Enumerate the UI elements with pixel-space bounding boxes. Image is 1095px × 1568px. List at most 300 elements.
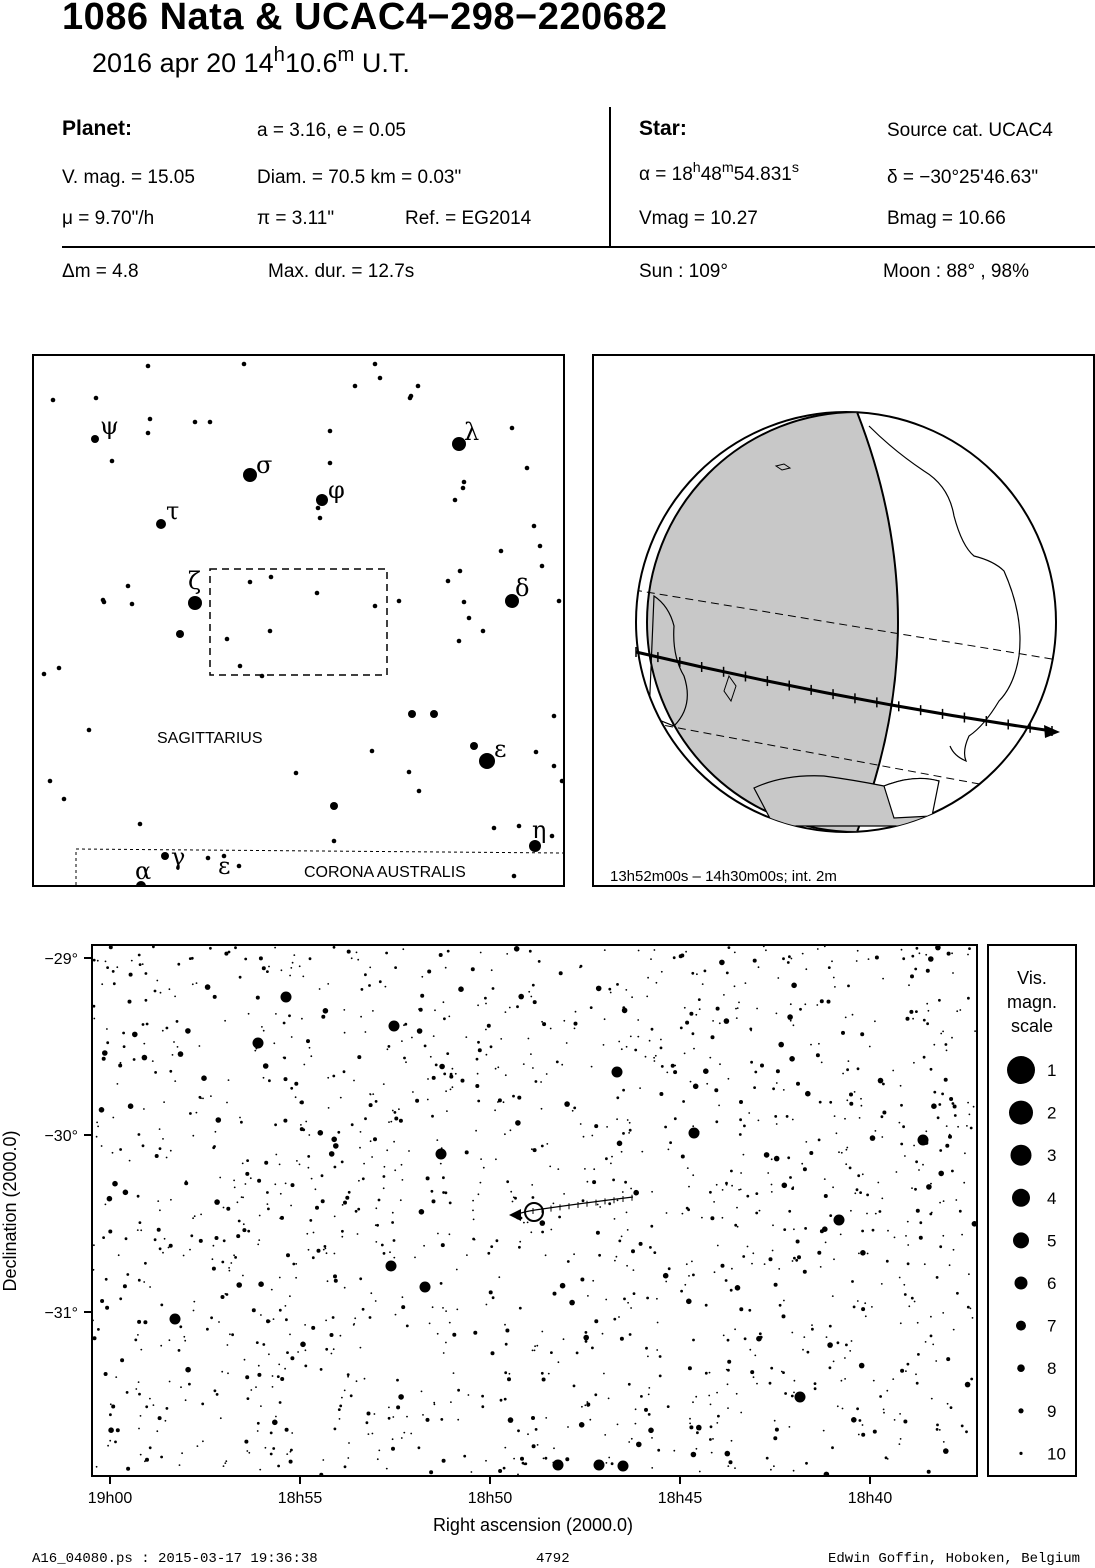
field-star xyxy=(924,1263,926,1265)
field-star xyxy=(281,969,283,971)
field-star xyxy=(383,1175,386,1178)
field-star xyxy=(622,1191,624,1193)
field-star xyxy=(659,1355,662,1358)
field-star xyxy=(791,1332,793,1334)
field-star xyxy=(333,1274,337,1278)
field-star xyxy=(947,1403,949,1405)
field-star xyxy=(149,1446,152,1449)
field-star xyxy=(427,970,431,974)
field-star xyxy=(306,1233,308,1235)
field-star xyxy=(859,1191,862,1194)
field-star xyxy=(836,1132,838,1134)
finder-star xyxy=(148,417,153,422)
field-star xyxy=(731,1440,733,1442)
field-star xyxy=(392,1416,394,1418)
field-star xyxy=(953,1105,957,1109)
field-star xyxy=(145,972,148,975)
field-star xyxy=(273,1042,275,1044)
finder-star xyxy=(552,764,557,769)
field-star xyxy=(106,1041,109,1044)
field-star xyxy=(883,1412,885,1414)
field-star xyxy=(628,1441,630,1443)
field-star xyxy=(288,1014,291,1017)
field-star xyxy=(937,1116,940,1119)
field-star xyxy=(630,1307,632,1309)
field-star xyxy=(933,1091,936,1094)
field-star xyxy=(964,1152,966,1154)
field-star xyxy=(789,1056,795,1062)
field-star xyxy=(309,1219,312,1222)
field-star xyxy=(545,1457,548,1460)
field-star xyxy=(178,1051,184,1057)
field-star xyxy=(360,1347,362,1349)
field-star xyxy=(633,1269,635,1271)
field-star xyxy=(764,1152,770,1158)
field-star xyxy=(439,1064,445,1070)
field-star-bright xyxy=(918,1135,929,1146)
field-star xyxy=(441,1243,445,1247)
field-star xyxy=(618,1240,621,1243)
field-star xyxy=(970,1308,972,1310)
field-star xyxy=(673,956,676,959)
field-star xyxy=(347,1376,349,1378)
field-star xyxy=(563,1193,565,1195)
field-star xyxy=(530,1053,532,1055)
field-star xyxy=(899,1122,901,1124)
field-star xyxy=(883,1409,885,1411)
field-star xyxy=(220,1417,222,1419)
field-star xyxy=(497,1101,499,1103)
ytick-label: −29° xyxy=(44,951,78,968)
field-star xyxy=(158,1416,162,1420)
field-star xyxy=(176,1020,179,1023)
field-star xyxy=(357,1208,360,1211)
field-star xyxy=(227,1372,229,1374)
field-star xyxy=(869,1046,871,1048)
field-star xyxy=(541,1108,543,1110)
field-star xyxy=(550,1229,552,1231)
field-star xyxy=(904,1293,907,1296)
field-star xyxy=(334,1166,337,1169)
field-star xyxy=(910,974,914,978)
field-star xyxy=(347,1373,350,1376)
field-star xyxy=(603,1373,605,1375)
field-star xyxy=(344,1390,346,1392)
field-star xyxy=(613,1318,616,1321)
field-star xyxy=(972,1221,976,1227)
field-star xyxy=(608,1398,610,1400)
field-star xyxy=(213,1245,215,1247)
field-star xyxy=(713,1201,715,1203)
field-star xyxy=(465,1036,467,1038)
field-star xyxy=(354,1317,356,1319)
field-star xyxy=(837,1341,840,1344)
field-star xyxy=(185,1399,187,1401)
finder-star xyxy=(492,826,497,831)
field-star xyxy=(561,1064,563,1066)
field-star xyxy=(305,1121,307,1123)
field-star xyxy=(159,1247,162,1250)
field-star xyxy=(159,1209,161,1211)
field-star xyxy=(771,1158,773,1160)
field-star xyxy=(706,1083,708,1085)
field-star xyxy=(684,1053,686,1055)
field-star xyxy=(327,1280,329,1282)
field-star xyxy=(504,1324,506,1326)
field-star xyxy=(165,1420,167,1422)
field-star xyxy=(867,1253,869,1255)
field-star xyxy=(369,1103,373,1107)
field-star xyxy=(137,1334,139,1336)
field-star xyxy=(553,1203,555,1205)
legend-magnitude-label: 7 xyxy=(1047,1316,1057,1336)
field-star xyxy=(541,1145,544,1148)
field-star xyxy=(803,1167,807,1171)
field-star xyxy=(911,955,914,958)
legend-magnitude-label: 8 xyxy=(1047,1359,1057,1379)
field-star xyxy=(666,1212,668,1214)
field-star xyxy=(657,1449,660,1452)
field-star xyxy=(840,1234,842,1236)
legend-magnitude-label: 10 xyxy=(1047,1444,1066,1464)
field-star xyxy=(170,1150,172,1152)
field-star xyxy=(304,1324,306,1326)
field-star xyxy=(953,1249,955,1251)
legend-magnitude-dot xyxy=(1012,1189,1030,1207)
field-star xyxy=(509,1007,511,1009)
finder-star xyxy=(188,596,202,610)
field-star xyxy=(286,1351,289,1354)
field-star xyxy=(271,1289,273,1291)
field-star xyxy=(622,1089,625,1092)
asteroid-track xyxy=(518,1197,633,1214)
finder-star xyxy=(458,569,463,574)
field-star xyxy=(372,1433,374,1435)
field-star xyxy=(818,1139,821,1142)
field-star xyxy=(505,1329,509,1333)
field-star xyxy=(805,1462,808,1465)
field-star xyxy=(385,986,387,988)
field-star xyxy=(754,1355,756,1357)
field-star xyxy=(746,1195,749,1198)
field-star xyxy=(160,1456,163,1459)
field-star xyxy=(120,1062,122,1064)
field-star xyxy=(142,963,144,965)
field-star xyxy=(881,1283,883,1285)
field-star xyxy=(368,984,371,987)
field-star xyxy=(657,1322,659,1324)
field-star xyxy=(221,1371,223,1373)
field-star xyxy=(727,1383,729,1385)
field-star xyxy=(106,966,109,969)
field-star xyxy=(590,1006,593,1009)
field-star xyxy=(443,1017,446,1020)
field-star xyxy=(859,1117,861,1119)
field-star xyxy=(949,1097,953,1101)
field-star xyxy=(881,1136,883,1138)
field-star xyxy=(618,1041,620,1043)
xtick-label: 19h00 xyxy=(87,1490,133,1507)
field-star xyxy=(396,1379,399,1382)
finder-star xyxy=(328,461,333,466)
field-star xyxy=(651,1028,654,1031)
field-star xyxy=(685,951,687,953)
field-star xyxy=(218,1321,220,1323)
field-star xyxy=(226,1293,229,1296)
field-star xyxy=(324,1245,327,1248)
field-star xyxy=(709,1372,711,1374)
field-star xyxy=(933,1044,935,1046)
field-star xyxy=(290,1356,294,1360)
field-star xyxy=(739,1307,743,1311)
field-star xyxy=(905,1370,907,1372)
field-star xyxy=(228,951,231,954)
field-star xyxy=(974,1030,976,1032)
field-star xyxy=(490,1045,493,1048)
field-star xyxy=(310,1055,312,1057)
field-star xyxy=(159,1128,161,1130)
field-star xyxy=(881,1115,884,1118)
field-star xyxy=(448,1016,450,1018)
field-star xyxy=(143,1281,145,1283)
xtick-label: 18h55 xyxy=(277,1490,323,1507)
field-star xyxy=(829,1325,832,1328)
finder-label-sigma: σ xyxy=(256,451,273,479)
field-star xyxy=(916,1209,920,1213)
legend-magnitude-label: 6 xyxy=(1047,1274,1057,1293)
field-star xyxy=(629,1122,631,1124)
field-star xyxy=(108,1230,112,1234)
legend-magnitude-dot xyxy=(1016,1321,1026,1331)
field-star xyxy=(285,1183,287,1185)
field-star xyxy=(159,1147,162,1150)
field-star xyxy=(152,1060,154,1062)
field-star xyxy=(340,1097,342,1099)
field-star xyxy=(308,1134,310,1136)
finder-star xyxy=(462,480,467,485)
field-star xyxy=(504,1371,507,1374)
field-star xyxy=(828,966,831,969)
field-star xyxy=(466,1254,468,1256)
field-star xyxy=(737,1226,739,1228)
field-star xyxy=(711,1035,715,1039)
field-star xyxy=(816,1053,820,1057)
field-star xyxy=(322,1459,324,1461)
field-star xyxy=(792,1260,794,1262)
field-star xyxy=(628,1383,631,1386)
finder-star xyxy=(534,750,539,755)
field-star xyxy=(517,1429,520,1432)
field-star xyxy=(142,1055,148,1061)
field-star xyxy=(647,1356,649,1358)
finder-star xyxy=(57,666,62,671)
field-star xyxy=(558,1361,560,1363)
field-star xyxy=(820,999,824,1003)
field-star xyxy=(475,1084,479,1088)
field-star xyxy=(337,1131,340,1134)
field-star xyxy=(379,980,382,983)
field-star xyxy=(452,1068,454,1070)
field-star xyxy=(351,1123,354,1126)
field-star xyxy=(472,1238,475,1241)
field-star xyxy=(631,996,633,998)
field-star xyxy=(487,1252,490,1255)
field-star xyxy=(629,1129,632,1132)
field-star xyxy=(824,1178,826,1180)
field-star xyxy=(465,1150,469,1154)
field-star xyxy=(358,1180,360,1182)
field-star xyxy=(826,1336,828,1338)
field-star xyxy=(656,1298,658,1300)
field-star xyxy=(268,1079,271,1082)
field-star xyxy=(140,1415,142,1417)
field-star xyxy=(776,1013,778,1015)
field-star xyxy=(661,1065,664,1068)
field-star xyxy=(916,1382,919,1385)
magnitude-legend xyxy=(987,944,1077,1477)
field-star xyxy=(630,1188,632,1190)
field-star xyxy=(857,950,859,952)
field-star xyxy=(453,1372,455,1374)
field-star xyxy=(935,946,941,950)
field-star xyxy=(506,1180,509,1183)
field-star xyxy=(972,1317,974,1319)
field-star xyxy=(442,1307,444,1309)
field-star xyxy=(241,1196,243,1198)
field-star xyxy=(528,991,530,993)
field-star xyxy=(305,1349,307,1351)
field-star xyxy=(391,1447,395,1451)
field-star xyxy=(776,1069,780,1073)
field-star xyxy=(356,952,358,954)
field-star xyxy=(468,1394,470,1396)
field-star xyxy=(731,1185,733,1187)
field-star xyxy=(834,986,836,988)
field-star xyxy=(807,1351,810,1354)
field-star xyxy=(455,1073,457,1075)
field-star xyxy=(637,1036,639,1038)
finder-star xyxy=(462,600,467,605)
field-star xyxy=(291,1183,295,1187)
field-star xyxy=(728,1078,730,1080)
field-star xyxy=(686,1299,692,1305)
field-star xyxy=(680,1290,683,1293)
field-star xyxy=(395,1314,397,1316)
field-star xyxy=(844,1357,846,1359)
field-star xyxy=(648,1394,650,1396)
field-star xyxy=(907,1262,910,1265)
field-star xyxy=(248,1452,250,1454)
finder-star xyxy=(510,426,515,431)
field-star xyxy=(383,1187,385,1189)
field-star xyxy=(373,1137,377,1141)
field-star xyxy=(763,946,765,947)
star-chart xyxy=(91,944,978,1477)
field-star xyxy=(279,1277,281,1279)
field-star xyxy=(693,1048,695,1050)
field-star xyxy=(744,1337,747,1340)
field-star xyxy=(257,1373,261,1377)
field-star xyxy=(283,1119,287,1123)
field-star xyxy=(671,1064,675,1068)
field-star xyxy=(793,1392,795,1394)
field-star xyxy=(583,1335,589,1341)
field-star xyxy=(965,1430,968,1433)
field-star xyxy=(858,1434,860,1436)
field-star xyxy=(927,1470,931,1474)
field-star xyxy=(229,1270,231,1272)
finder-star xyxy=(225,637,230,642)
field-star xyxy=(685,1021,689,1025)
field-star xyxy=(101,1145,103,1147)
field-star xyxy=(775,1428,779,1432)
field-star xyxy=(716,1422,718,1424)
field-star xyxy=(783,1089,785,1091)
field-star xyxy=(710,1425,713,1428)
field-star xyxy=(865,1315,867,1317)
field-star xyxy=(543,1458,545,1460)
field-star xyxy=(666,1072,668,1074)
finder-star xyxy=(430,710,438,718)
field-star xyxy=(705,1304,708,1307)
field-star xyxy=(398,1394,404,1400)
field-star xyxy=(630,1036,632,1038)
info-divider xyxy=(609,107,611,247)
field-star xyxy=(277,1375,280,1378)
field-star xyxy=(231,1333,234,1336)
field-star xyxy=(266,1319,270,1323)
field-star xyxy=(722,1189,724,1191)
field-star xyxy=(115,1376,117,1378)
field-star xyxy=(900,1369,904,1373)
field-star xyxy=(320,1368,323,1371)
field-star xyxy=(626,1212,628,1214)
field-star xyxy=(234,1256,237,1259)
field-star xyxy=(381,1244,384,1247)
field-star xyxy=(820,1229,824,1233)
field-star xyxy=(915,1373,917,1375)
field-star xyxy=(850,1210,852,1212)
field-star xyxy=(957,1126,959,1128)
field-star xyxy=(415,1099,419,1103)
field-star xyxy=(205,984,211,990)
field-star xyxy=(623,1298,626,1301)
field-star xyxy=(831,960,833,962)
field-star xyxy=(640,1395,643,1398)
field-star xyxy=(861,1105,863,1107)
field-star xyxy=(478,1048,482,1052)
field-star xyxy=(449,1233,451,1235)
field-star xyxy=(716,1392,718,1394)
field-star xyxy=(930,1316,932,1318)
field-star-bright xyxy=(612,1067,623,1078)
field-star xyxy=(279,1401,282,1404)
globe-panel xyxy=(592,354,1095,887)
field-star xyxy=(109,1413,112,1416)
field-star xyxy=(923,1019,926,1022)
field-star xyxy=(564,1101,570,1107)
field-star xyxy=(118,1064,122,1068)
field-star xyxy=(774,1156,780,1162)
field-star xyxy=(856,1407,859,1410)
field-star xyxy=(215,1131,217,1133)
field-star xyxy=(759,1332,762,1335)
field-star xyxy=(535,1428,538,1431)
field-star xyxy=(450,1401,452,1403)
field-star xyxy=(859,1363,865,1369)
field-star xyxy=(616,1096,619,1099)
field-star xyxy=(142,1023,145,1026)
